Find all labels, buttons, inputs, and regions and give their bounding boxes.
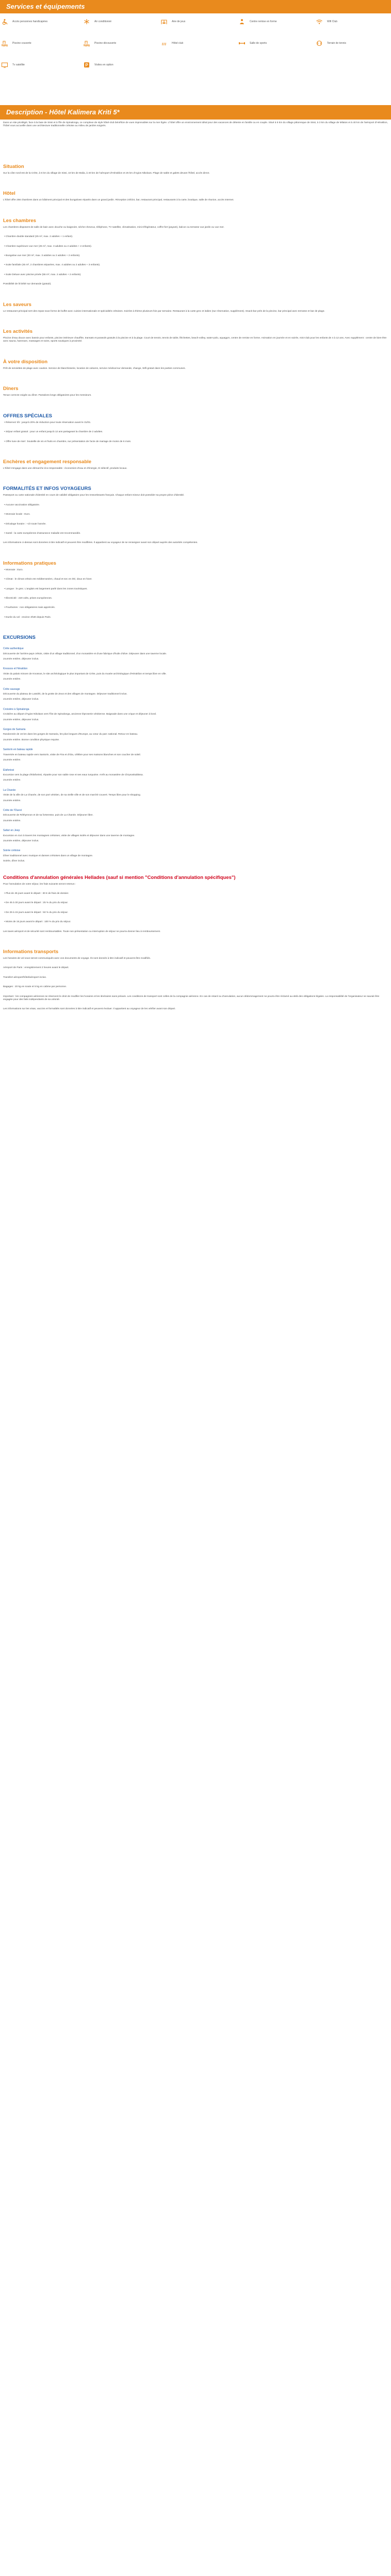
excursion-duration: Soirée, dîner inclus.	[3, 860, 25, 863]
pool-icon	[0, 40, 9, 47]
section-paragraph: Passeport ou carte nationale d'identité en cours de validité obligatoire pour les ressortissants français. Chaque enfant mineur doit posséder sa propre pièce d'identité.	[3, 494, 185, 497]
section-title: OFFRES SPÉCIALES	[3, 413, 53, 419]
service-item	[159, 18, 237, 25]
section-paragraph: • Langue : le grec. L'anglais est largement parlé dans les zones touristiques.	[4, 587, 88, 590]
section-paragraph: L'hôtel offre 256 chambres dans un bâtiment principal et des bungalows répartis dans un grand jardin. Réception 24h/24, bar, restaurant principal, restaurants à la carte, boutique, salle de réunion, accès Internet.	[3, 199, 234, 202]
excursion-description: Excursion vers la plage d'Elafonissi, réputée pour son sable rose et ses eaux turquoise. Arrêt au monastère de Chrysoskalitissa.	[3, 773, 143, 776]
section-paragraph: Le restaurant principal sert des repas sous forme de buffet avec cuisine internationale et spécialités crétoises. Soirées à thème plusieurs fois par semaine. Restaurant à la carte grec et italien (sur réservation, supplément). Snack-bar près de la piscine, bar principal avec terrasse et bar de plage.	[3, 310, 325, 313]
section-paragraph: Les taxes aéroport et de sécurité sont remboursables. Toute non-présentation ou interruption de séjour ne pourra donner lieu à remboursement.	[3, 930, 161, 933]
excursion-description: Traversée en bateau rapide vers Santorin, visite de Fira et d'Oia, célèbre pour ses maisons blanches et son coucher de soleil.	[3, 753, 141, 756]
sauna-icon	[159, 40, 169, 47]
section-paragraph: • Plus de 45 jours avant le départ : 30 € de frais de dossier.	[4, 892, 69, 895]
section-paragraph: • Réservez tôt : jusqu'à 20% de réduction pour toute réservation avant le 31/01.	[4, 421, 91, 424]
section-paragraph: • Climat : le climat crétois est méditerranéen, chaud et sec en été, doux en hiver.	[4, 578, 92, 581]
excursion-duration: Journée entière.	[3, 678, 21, 681]
section-paragraph: • De 45 à 30 jours avant le départ : 25 % du prix du séjour.	[4, 902, 69, 905]
service-item	[0, 40, 82, 47]
excursion-duration: Journée entière, déjeuner inclus.	[3, 658, 39, 660]
section-paragraph: • Monnaie : Euro.	[4, 568, 23, 571]
service-label: Accès personnes handicapées	[12, 20, 48, 23]
excursion-name: Croisière à Spinalonga	[3, 707, 29, 711]
wellness-icon	[237, 18, 247, 25]
excursion-duration: Journée entière, déjeuner inclus.	[3, 718, 39, 721]
service-label: Salle de sports	[250, 41, 267, 45]
excursion-description: Excursion en 4x4 à travers les montagnes crétoises, visite de villages isolés et déjeuner dans une taverne de montagne.	[3, 834, 135, 837]
excursion-name: Crète sauvage	[3, 687, 20, 691]
service-item	[0, 18, 82, 25]
excursion-duration: Journée entière.	[3, 779, 21, 782]
section-title: EXCURSIONS	[3, 635, 36, 641]
wifi-icon	[315, 18, 324, 25]
section-paragraph: • Électricité : 220 volts, prises européennes.	[4, 597, 53, 600]
service-label: Air conditionné	[94, 20, 112, 23]
service-item	[237, 18, 315, 25]
section-paragraph: Sur la côte nord-est de la Crète, à 5 km du village de Sissi, 10 km de Malia, à 40 km de l'aéroport d'Héraklion et 25 km d'Agios Nikolaos. Plage de sable et galets devant l'hôtel, accès direct.	[3, 172, 210, 175]
description-banner: Description - Hôtel Kalimera Kriti 5*	[0, 105, 391, 120]
section-paragraph: • Chambre supérieure vue mer (25 m², max. 3 adultes ou 2 adultes + 2 enfants).	[4, 245, 92, 248]
section-paragraph: Bagages : 20 kg en soute et 5 kg en cabine par personne.	[3, 986, 67, 989]
section-paragraph: • Offre lune de miel : bouteille de vin et fruits en chambre, sur présentation de l'acte de mariage de moins de 6 mois.	[4, 440, 132, 443]
services-banner: Services et équipements	[0, 0, 391, 13]
service-item	[82, 61, 159, 69]
section-paragraph: Les informations sur les visas, vaccins et formalités sont données à titre indicatif et peuvent évoluer. Il appartient au voyageur de les vérifier avant son départ.	[3, 1008, 176, 1011]
section-title: Dîners	[3, 386, 19, 392]
section-paragraph: Les chambres disposent de salle de bain avec douche ou baignoire, sèche-cheveux, téléphone, TV satellite, climatisation, mini-réfrigérateur, coffre-fort (payant), balcon ou terrasse vue jardin ou vue mer.	[3, 226, 224, 229]
excursion-description: Découverte du plateau de Lassithi, de la grotte de Zeus et des villages de montagne. Déjeuner traditionnel inclus.	[3, 693, 127, 696]
section-paragraph: Important : les compagnies aériennes se réservent le droit de modifier les horaires et les itinéraires sans préavis. Les conditions de transport sont celles de la compagnie aérienne. En cas de retard ou d'annulation, aucun dédommagement ne pourra être réclamé au-delà des obligations légales. La responsabilité de l'organisateur ne saurait être engagée pour des faits indépendants de sa volonté.	[3, 995, 380, 1002]
tennis-icon	[315, 40, 324, 47]
service-item	[159, 40, 237, 47]
excursion-duration: Journée entière, déjeuner inclus.	[3, 698, 39, 701]
section-title: Les saveurs	[3, 301, 31, 308]
service-label: Wifi Club	[327, 20, 338, 23]
section-paragraph: Possibilité de lit bébé sur demande (gratuit).	[3, 283, 52, 286]
intro-text: Dans un site privilégié, face à la baie de Sissi et à l'île de Spinalonga, ce complexe de style hôtel-club bénéficie de vues imprenables sur la mer Égée. L'hôtel offre un environnement idéal pour des vacances de détente en famille ou en couple. Situé à 5 km du village pittoresque de Sissi, à 3 km du village de Milatos et à 40 km de l'aéroport d'Héraklion, l'hôtel vous accueille dans une architecture traditionnelle crétoise au milieu de jardins soignés.	[3, 122, 388, 128]
excursion-name: Safari en Jeep	[3, 829, 20, 833]
service-item	[315, 40, 391, 47]
section-paragraph: • Durée du vol : environ 3h30 depuis Paris.	[4, 616, 52, 619]
section-paragraph: • Santé : la carte européenne d'assurance maladie est recommandée.	[4, 532, 81, 535]
service-label: Visites en option	[94, 63, 113, 66]
service-label: Aire de jeux	[172, 20, 186, 23]
excursion-name: Crète authentique	[3, 647, 24, 651]
excursion-duration: Journée entière. Bonne condition physique requise.	[3, 738, 60, 741]
section-paragraph: • Moins de 15 jours avant le départ : 100 % du prix du séjour.	[4, 921, 71, 924]
service-item	[82, 18, 159, 25]
excursion-duration: Journée entière, déjeuner inclus.	[3, 839, 39, 842]
excursion-duration: Journée entière.	[3, 799, 21, 802]
excursion-duration: Journée entière.	[3, 819, 21, 822]
section-paragraph: Tenue correcte exigée au dîner. Pantalons longs obligatoires pour les messieurs.	[3, 394, 92, 397]
service-item	[0, 61, 82, 69]
tv-icon	[0, 61, 9, 69]
service-item	[237, 40, 315, 47]
section-paragraph: L'hôtel s'engage dans une démarche éco-responsable : économies d'eau et d'énergie, tri sélectif, produits locaux.	[3, 467, 127, 470]
excursion-description: Découverte de l'arrière-pays crétois, visite d'un village traditionnel, d'un monastère et d'une fabrique d'huile d'olive. Déjeuner dans une taverne locale.	[3, 652, 167, 655]
svg-text:P: P	[85, 63, 88, 67]
service-label: Centre remise en forme	[250, 20, 277, 23]
excursion-description: Découverte de Réthymnon et de sa forteresse, puis de La Chanée. Déjeuner libre.	[3, 814, 93, 817]
section-title: À votre disposition	[3, 359, 48, 365]
section-paragraph: • Bungalow vue mer (30 m², max. 3 adultes ou 2 adultes + 2 enfants).	[4, 255, 80, 258]
excursion-name: Gorges de Samaria	[3, 728, 26, 732]
section-paragraph: Pour l'annulation de votre séjour, les frais suivants seront retenus :	[3, 883, 76, 886]
section-title: Situation	[3, 164, 24, 170]
tail-sections	[3, 875, 388, 1015]
service-label: Tv satellite	[12, 63, 25, 66]
playground-icon	[159, 18, 169, 25]
section-paragraph: Les horaires de vol vous seront communiqués avec vos documents de voyage. Ils sont donnés à titre indicatif et peuvent être modifiés.	[3, 957, 151, 960]
section-paragraph: Transfert aéroport/hôtel/aéroport inclus.	[3, 976, 47, 979]
disabled-icon	[0, 18, 9, 25]
section-title: Les chambres	[3, 217, 36, 224]
excursion-name: Knossos et Héraklion	[3, 667, 28, 671]
snowflake-icon	[82, 18, 91, 25]
parking-icon	[82, 61, 91, 69]
section-title: Informations transports	[3, 949, 59, 955]
excursion-duration: Journée entière.	[3, 759, 21, 762]
section-paragraph: Aéroport de Paris : enregistrement 2 heures avant le départ.	[3, 967, 69, 970]
section-title: Les activités	[3, 329, 33, 335]
excursion-description: Visite du palais minoen de Knossos, le site archéologique le plus important de Crète, puis du musée archéologique d'Héraklion et temps libre en ville.	[3, 672, 167, 675]
excursion-name: Crète de l'Ouest	[3, 808, 22, 812]
section-paragraph: Piscine d'eau douce avec bassin pour enfants, piscine intérieure chauffée, transats et parasols gratuits à la piscine et à la plage. Court de tennis, tennis de table, fléchettes, beach-volley, water-polo, aquagym, centre de remise en forme. Animation en journée et en soirée, mini-club pour les enfants de 4 à 12 ans. Avec supplément : centre de bien-être avec sauna, hammam, massages et soins, sports nautiques à proximité.	[3, 337, 387, 343]
section-paragraph: • Monnaie locale : Euro.	[4, 513, 30, 516]
service-label: Hôtel club	[172, 41, 184, 45]
section-paragraph: • Pourboires : non obligatoires mais appréciés.	[4, 606, 56, 609]
section-title: Enchères et engagement responsable	[3, 459, 92, 465]
excursion-description: Randonnée de 16 km dans les gorges de Samaria, les plus longues d'Europe, au cœur du parc national. Retour en bateau.	[3, 733, 138, 736]
sections	[3, 164, 388, 641]
excursions-list	[3, 647, 388, 863]
section-paragraph: • Séjour enfant gratuit : pour un enfant jusqu'à 12 ans partageant la chambre de 2 adultes.	[4, 431, 103, 434]
excursion-name: Santorin en bateau rapide	[3, 748, 33, 752]
section-title: FORMALITÉS ET INFOS VOYAGEURS	[3, 486, 91, 492]
section-title: Conditions d'annulation générales Hellades (sauf si mention "Conditions d'annulation spécifiques")	[3, 874, 236, 880]
section-paragraph: • Décalage horaire : +1h toute l'année.	[4, 522, 46, 526]
main-content	[0, 122, 391, 1015]
excursion-name: Soirée crétoise	[3, 849, 21, 853]
section-paragraph: Prêt de serviettes de plage avec caution. Service de blanchisserie, location de voitures, service médical sur demande, change, Wifi gratuit dans les parties communes.	[3, 367, 186, 370]
services-grid	[0, 13, 391, 77]
excursion-description: Croisière au départ d'Agios Nikolaos vers l'îlot de Spinalonga, ancienne léproserie vénitienne. Baignade dans une crique et déjeuner à bord.	[3, 713, 157, 716]
section-title: Informations pratiques	[3, 560, 56, 566]
service-label: Piscine couverte	[12, 41, 31, 45]
section-paragraph: • Suite Deluxe avec piscine privée (55 m², max. 2 adultes + 2 enfants).	[4, 273, 82, 276]
section-paragraph: • Suite familiale (45 m², 2 chambres séparées, max. 4 adultes ou 2 adultes + 3 enfants).	[4, 264, 101, 267]
section-paragraph: • Chambre double standard (25 m², max. 2 adultes + 1 enfant).	[4, 235, 73, 239]
service-label: Terrain de tennis	[327, 41, 346, 45]
section-title: Hôtel	[3, 191, 15, 197]
section-paragraph: Les informations ci-dessus sont données à titre indicatif et peuvent être modifiées. Il appartient au voyageur de se renseigner avant son départ auprès des autorités compétentes.	[3, 541, 198, 545]
excursion-name: La Chanée	[3, 788, 16, 792]
excursion-description: Visite de la ville de La Chanée, de son port vénitien, de sa vieille ville et de son marché couvert. Temps libre pour le shopping.	[3, 794, 141, 797]
service-item	[315, 18, 391, 25]
excursion-description: Dîner traditionnel avec musique et danses crétoises dans un village de montagne.	[3, 854, 93, 857]
section-paragraph: • Aucune vaccination obligatoire.	[4, 503, 40, 506]
section-paragraph: • De 29 à 15 jours avant le départ : 50 % du prix du séjour.	[4, 911, 69, 914]
service-item	[82, 40, 159, 47]
gym-icon	[237, 40, 247, 47]
service-label: Piscine découverte	[94, 41, 117, 45]
pool-icon	[82, 40, 91, 47]
excursion-name: Elafonissi	[3, 768, 14, 772]
